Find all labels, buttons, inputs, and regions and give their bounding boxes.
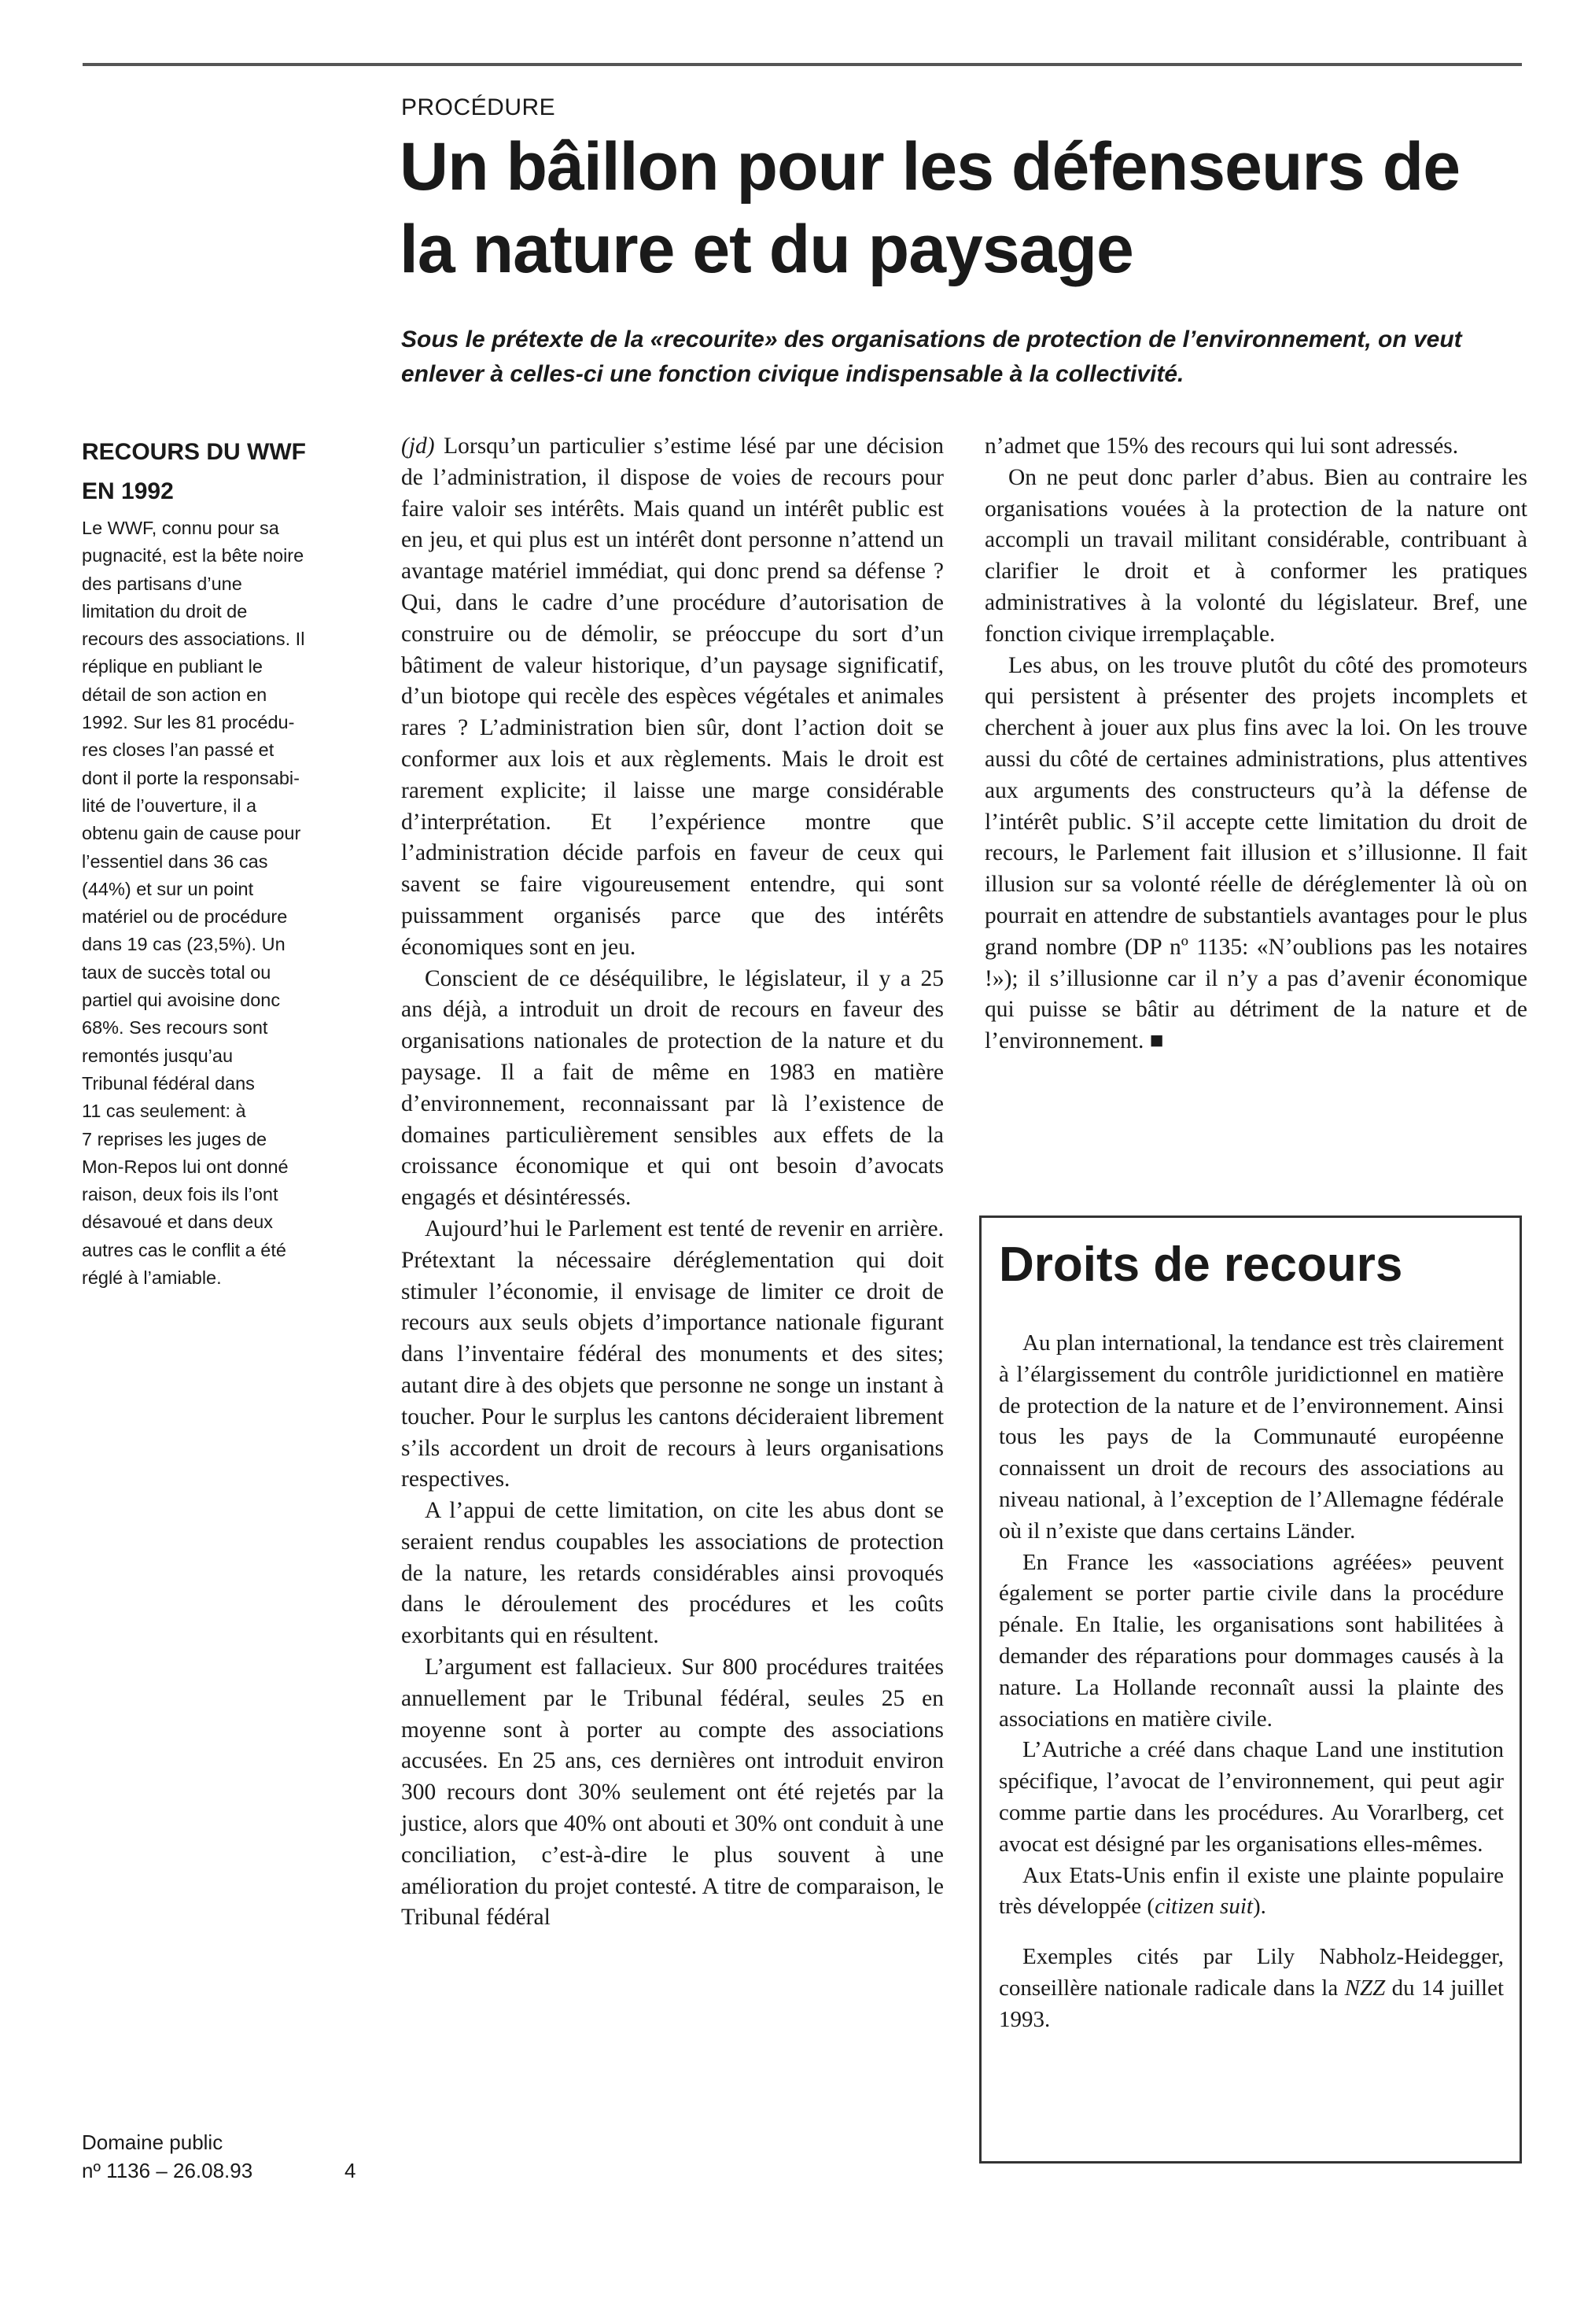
article-paragraph: Les abus, on les trouve plutôt du côté des promoteurs qui persistent à présenter des projets incomplets et cherchent à jouer aux plus fins avec la loi. On les trouve aussi du côté de certaines administrations, plus attentives aux arguments des constructeurs qu’à la défense de l’intérêt public. S’il accepte cette limitation du droit de recours, le Parlement fait illusion et s’illusionne. Il fait illusion sur sa volonté réelle de déréglementer là où on pourrait en attendre de substantiels avantages pour le plus grand nombre (DP nº 1135: «N’oublions pas les notaires !»); il s’illusionne car il n’y a pas d’avenir économique qui puisse se bâtir au détriment de la nature et de l’environnement. ■ <box>985 652 1527 1054</box>
page-number: 4 <box>344 2159 356 2182</box>
citizen-suit-term: citizen suit <box>1155 1894 1253 1920</box>
box-credit: Exemples cités par Lily Nabholz-Heidegger, conseillère nationale radicale dans la NZZ du 14 juillet 1993. <box>999 1944 1504 2032</box>
page-footer <box>82 2128 365 2185</box>
sidebar-text: Le WWF, connu pour sa pugnacité, est la bête noire des partisans d’une limitation du droit de recours des associations. Il réplique en publiant le détail de son action en 1992. Sur les 81 procédu- res closes l’an passé et dont il porte la responsabi- lité de l’ouverture, il a obtenu gain de cause pour l’essentiel dans 36 cas (44%) et sur un point matériel ou de procédure dans 19 cas (23,5%). Un taux de succès total ou partiel qui avoisine donc 68%. Ses recours sont remontés jusqu’au Tribunal fédéral dans 11 cas seulement: à 7 reprises les juges de Mon-Repos lui ont donné raison, deux fois ils l’ont désavoué et dans deux autres cas le conflit a été réglé à l’amiable. <box>82 518 305 1289</box>
box-title: Droits de recours <box>999 1238 1403 1292</box>
box-paragraph: Aux Etats-Unis enfin il existe une plainte populaire très développée (citizen suit). <box>999 1862 1504 1920</box>
byline: (jd) <box>401 433 435 459</box>
issue-info: nº 1136 – 26.08.93 <box>82 2159 253 2182</box>
sidebar-title: RECOURS DU WWF EN 1992 <box>82 439 306 504</box>
sidebar-wwf <box>82 433 341 1292</box>
boxed-article-droits-de-recours <box>979 1215 1522 2164</box>
article-paragraph: n’admet que 15% des recours qui lui sont adressés. <box>985 433 1459 459</box>
article-paragraph: On ne peut donc parler d’abus. Bien au contraire les organisations vouées à la protection de la nature ont accompli un travail militant considérable, contribuant à clarifier le droit et à conformer les pratiques administratives à la volonté du législateur. Bref, une fonction civique irremplaçable. <box>985 464 1527 647</box>
article-paragraph: Conscient de ce déséquilibre, le législateur, il y a 25 ans déjà, a introduit un droit de recours en faveur des organisations nationales de protection de la nature et du paysage. Il a fait de même en 1983 en matière d’environnement, reconnaissant par là l’existence de domaines particulièrement sensibles aux effets de la croissance économique et qui ont besoin d’avocats engagés et désintéressés. <box>401 965 944 1211</box>
article-headline: Un bâillon pour les défenseurs de la nature et du paysage <box>400 129 1461 287</box>
article-column-1 <box>401 431 944 1934</box>
box-paragraph: L’Autriche a créé dans chaque Land une institution spécifique, l’avocat de l’environnement, qui peut agir comme partie dans les procédures. Au Vorarlberg, cet avocat est désigné par les organisations elles-mêmes. <box>999 1737 1504 1857</box>
publication-name: Domaine public <box>82 2130 223 2154</box>
box-paragraph: Au plan international, la tendance est très clairement à l’élargissement du contrôle juridictionnel en matière de protection de la nature et de l’environnement. Ainsi tous les pays de la Communauté européenne connaissent un droit de recours des associations au niveau national, à l’exception de l’Allemagne fédérale où il n’existe que dans certains Länder. <box>999 1330 1504 1544</box>
top-rule <box>83 63 1522 66</box>
article-paragraph: (jd) Lorsqu’un particulier s’estime lésé par une décision de l’administration, il dispose de voies de recours pour faire valoir ses intérêts. Mais quand un intérêt public est en jeu, et qui plus est un intérêt dont personne n’attend un avantage matériel immédiat, qui donc prend sa défense ? Qui, dans le cadre d’une procédure d’autorisation de construire ou de démolir, se préoccupe du sort d’un bâtiment de valeur historique, d’un paysage significatif, d’un biotope qui recèle des espèces végétales et animales rares ? L’administration bien sûr, dont l’action doit se conformer aux lois et aux règlements. Mais le droit est rarement explicite; il laisse une marge considérable d’interprétation. Et l’expérience montre que l’administration décide parfois en faveur de ceux qui savent se faire vigoureusement entendre, qui sont puissamment organisés parce que des intérêts économiques sont en jeu. <box>401 433 944 960</box>
newspaper-name: NZZ <box>1344 1975 1386 2001</box>
article-column-2 <box>985 431 1527 1057</box>
article-paragraph: Aujourd’hui le Parlement est tenté de revenir en arrière. Prétextant la nécessaire déréglementation qui doit stimuler l’économie, il envisage de limiter ce droit de recours aux seuls objets d’importance nationale figurant dans l’inventaire fédéral des monuments et des sites; autant dire à des objets que personne ne songe un instant à toucher. Pour le surplus les cantons décideraient librement s’ils accordent un droit de recours à leurs organisations respectives. <box>401 1215 944 1492</box>
box-paragraph: En France les «associations agréées» peuvent également se porter partie civile dans la procédure pénale. En Italie, les organisations sont habilitées à demander des réparations pour dommages causés à la nature. La Hollande reconnaît aussi la plainte des associations en matière civile. <box>999 1549 1504 1732</box>
section-kicker: PROCÉDURE <box>401 94 556 120</box>
article-paragraph: L’argument est fallacieux. Sur 800 procédures traitées annuellement par le Tribunal fédéral, seules 25 en moyenne sont à porter au compte des associations accusées. En 25 ans, ces dernières ont introduit environ 300 recours dont 30% seulement ont été rejetés par la justice, alors que 40% ont abouti et 30% ont conduit à une conciliation, c’est-à-dire le plus souvent à une amélioration du projet contesté. A titre de comparaison, le Tribunal fédéral <box>401 1654 944 1931</box>
article-paragraph: A l’appui de cette limitation, on cite les abus dont se seraient rendus coupables les associations de protection de la nature, les retards considérables ainsi provoqués dans le déroulement des procédures et les coûts exorbitants qui en résultent. <box>401 1498 944 1649</box>
box-body <box>999 1328 1504 2036</box>
article-deck: Sous le prétexte de la «recourite» des organisations de protection de l’environnement, on veut enlever à celles-ci une fonction civique indispensable à la collectivité. <box>401 326 1462 387</box>
